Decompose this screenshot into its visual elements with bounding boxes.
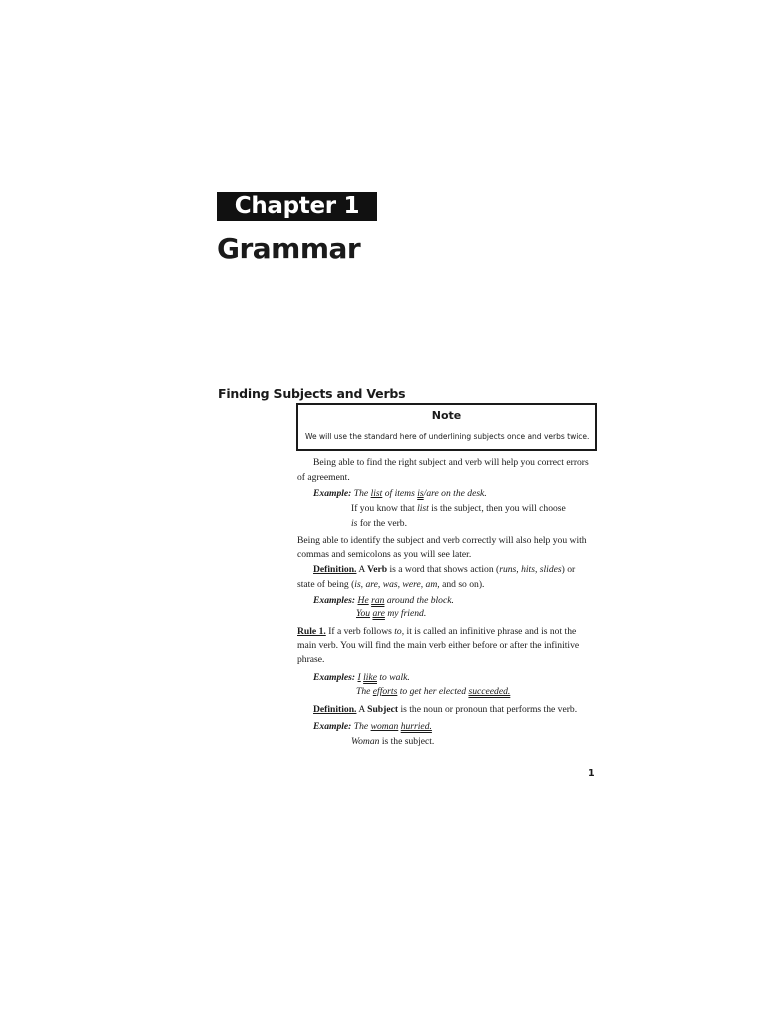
examples1-a-rest: around the block. (386, 595, 454, 606)
note-box (296, 403, 597, 451)
def-verb-t3: ) or (561, 564, 576, 575)
def-verb-t5: and so on). (442, 579, 485, 590)
expl1c: is the subject, then you will choose (431, 503, 566, 514)
rule1-line3: phrase. (297, 654, 325, 665)
examples2-b2: to get her elected (399, 686, 467, 697)
examples1-line2 (356, 606, 426, 621)
rule1-line2: main verb. You will find the main verb either before or after the infinitive (297, 640, 580, 651)
def-subject-term: Subject (367, 704, 399, 715)
def-verb-label: Definition. (313, 564, 357, 575)
example2-verb: hurried. (400, 721, 432, 732)
chapter-title: Grammar (217, 232, 361, 265)
example1-s3: are on the desk. (426, 488, 487, 499)
expl2a: is (351, 518, 358, 529)
note-body: We will use the standard here of underlining subjects once and verbs twice. (305, 432, 590, 441)
examples2-a-subject: I (357, 672, 361, 683)
examples2-b-subject: efforts (372, 686, 398, 697)
rule1-label: Rule 1. (297, 626, 326, 637)
example1-explanation1 (351, 501, 566, 516)
examples1-b-verb: are (372, 608, 385, 619)
def-subject-t2: is the noun or pronoun that performs the verb. (400, 704, 578, 715)
examples2-a-verb: like (363, 672, 377, 683)
examples1-label: Examples: (313, 595, 356, 606)
examples2-b1: The (356, 686, 371, 697)
examples2-a-rest: to walk. (379, 672, 410, 683)
example1-subject: list (370, 488, 383, 499)
example1-s2: of items (384, 488, 415, 499)
rule1-t2: it is called an infinitive phrase and is not the (406, 626, 577, 637)
rule1-to: to, (394, 626, 405, 637)
para1-line1: Being able to find the right subject and verb will help you correct errors (313, 457, 589, 468)
example1-s1: The (353, 488, 369, 499)
examples1-b-rest: my friend. (387, 608, 427, 619)
example2-expl-b: is the subject. (381, 736, 435, 747)
example2-line (313, 719, 432, 734)
para2-line2: commas and semicolons as you will see later. (297, 549, 472, 560)
rule1-t1: If a verb follows (328, 626, 392, 637)
example2-expl-a: Woman (351, 736, 380, 747)
def-subject-label: Definition. (313, 704, 357, 715)
para2-line1: Being able to identify the subject and verb correctly will also help you with (297, 535, 587, 546)
def-verb-t2: is a word that shows action ( (389, 564, 500, 575)
examples2-line2 (356, 684, 510, 699)
examples2-label: Examples: (313, 672, 356, 683)
section-heading: Finding Subjects and Verbs (218, 386, 406, 401)
example1-verb: is (417, 488, 424, 499)
def-subject-line (313, 702, 577, 717)
examples1-b-subject: You (356, 608, 371, 619)
example1-sep: / (423, 488, 427, 499)
note-title: Note (431, 409, 462, 422)
def-verb-line2 (297, 577, 484, 592)
examples1-a-verb: ran (371, 595, 385, 606)
examples2-line1 (313, 670, 410, 685)
expl2b: for the verb. (359, 518, 407, 529)
example2-label: Example: (313, 721, 352, 732)
para1-line2: of agreement. (297, 472, 350, 483)
expl1a: If you know that (351, 503, 415, 514)
examples2-b-verb: succeeded. (468, 686, 511, 697)
def-verb-term: Verb (367, 564, 388, 575)
def-verb-t4: state of being ( (297, 579, 355, 590)
example1-line (313, 486, 487, 501)
examples1-a-subject: He (357, 595, 369, 606)
example2-s1: The (353, 721, 369, 732)
example2-subject: woman (370, 721, 399, 732)
def-subject-t1: A (358, 704, 365, 715)
example1-explanation2 (351, 516, 407, 531)
rule1-line1 (297, 624, 576, 639)
def-verb-e1: runs, hits, slides (499, 564, 562, 575)
def-verb-t1: A (358, 564, 365, 575)
example1-label: Example: (313, 488, 352, 499)
def-verb-line1 (313, 562, 575, 577)
def-verb-e2: is, are, was, were, am, (354, 579, 440, 590)
chapter-label: Chapter 1 (217, 192, 377, 221)
page-number: 1 (588, 768, 595, 779)
expl1b: list (417, 503, 429, 514)
example2-explanation (351, 734, 434, 749)
